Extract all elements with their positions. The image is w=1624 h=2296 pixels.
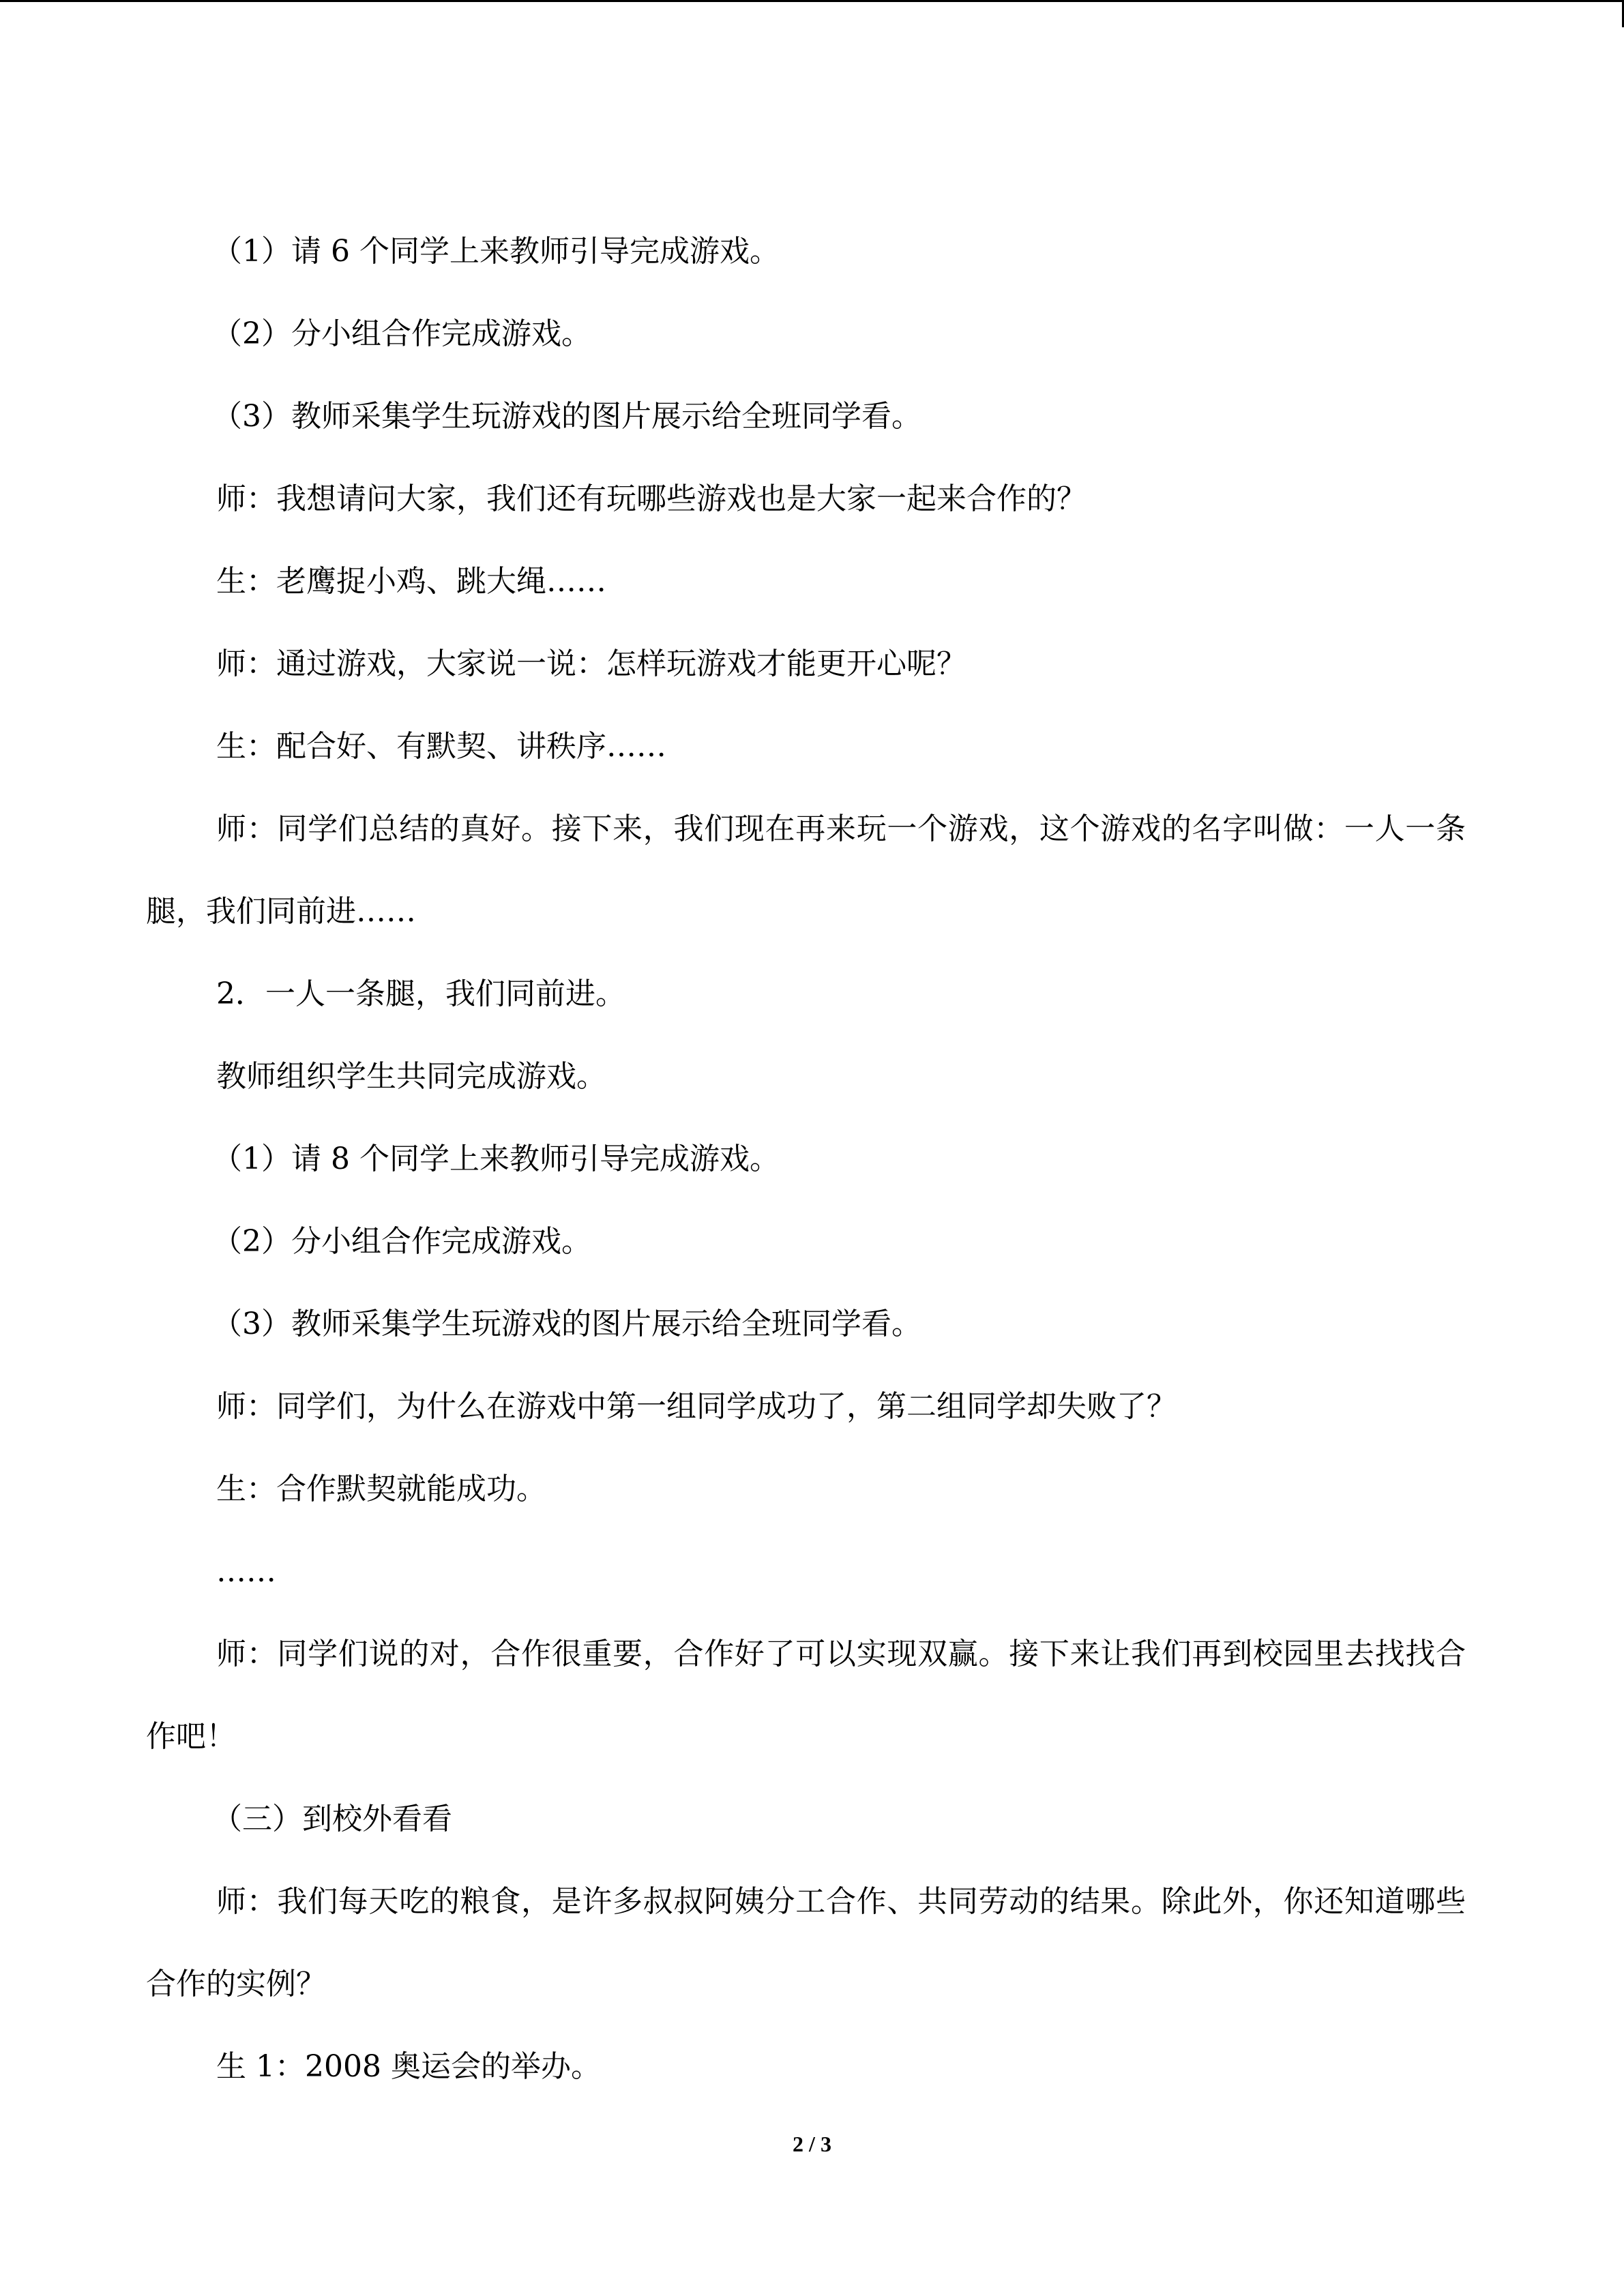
paragraph: 教师组织学生共同完成游戏。 bbox=[216, 1059, 606, 1094]
paragraph: 师：我想请问大家，我们还有玩哪些游戏也是大家一起来合作的？ bbox=[216, 481, 1087, 516]
section-heading: （三）到校外看看 bbox=[212, 1802, 452, 1836]
paragraph: （1）请 6 个同学上来教师引导完成游戏。 bbox=[212, 234, 780, 269]
document-body bbox=[146, 210, 1466, 2108]
paragraph: 师：同学们总结的真好。接下来，我们现在再来玩一个游戏，这个游戏的名字叫做：一人一条腿，我们同前进…… bbox=[146, 811, 1466, 929]
paragraph: 生 1：2008 奥运会的举办。 bbox=[216, 2049, 601, 2084]
paragraph: 师：通过游戏，大家说一说：怎样玩游戏才能更开心呢？ bbox=[216, 646, 966, 681]
paragraph: 2．一人一条腿，我们同前进。 bbox=[216, 976, 625, 1011]
paragraph: （2）分小组合作完成游戏。 bbox=[212, 316, 591, 351]
paragraph: 师：我们每天吃的粮食，是许多叔叔阿姨分工合作、共同劳动的结果。除此外，你还知道哪些合作的实例？ bbox=[146, 1884, 1466, 2001]
paragraph: （2）分小组合作完成游戏。 bbox=[212, 1224, 591, 1259]
top-border bbox=[0, 0, 1624, 2]
paragraph: （3）教师采集学生玩游戏的图片展示给全班同学看。 bbox=[212, 1307, 921, 1341]
paragraph: （1）请 8 个同学上来教师引导完成游戏。 bbox=[212, 1142, 780, 1176]
paragraph: （3）教师采集学生玩游戏的图片展示给全班同学看。 bbox=[212, 399, 921, 434]
page-number: 2 / 3 bbox=[793, 2132, 831, 2156]
paragraph: 生：老鹰捉小鸡、跳大绳…… bbox=[216, 564, 606, 599]
paragraph: 生：配合好、有默契、讲秩序…… bbox=[216, 729, 666, 764]
paragraph: 生：合作默契就能成功。 bbox=[216, 1472, 546, 1506]
paragraph: 师：同学们说的对，合作很重要，合作好了可以实现双赢。接下来让我们再到校园里去找找合作吧！ bbox=[146, 1637, 1466, 1754]
paragraph: 师：同学们，为什么在游戏中第一组同学成功了，第二组同学却失败了？ bbox=[216, 1389, 1177, 1424]
paragraph: …… bbox=[216, 1554, 276, 1589]
